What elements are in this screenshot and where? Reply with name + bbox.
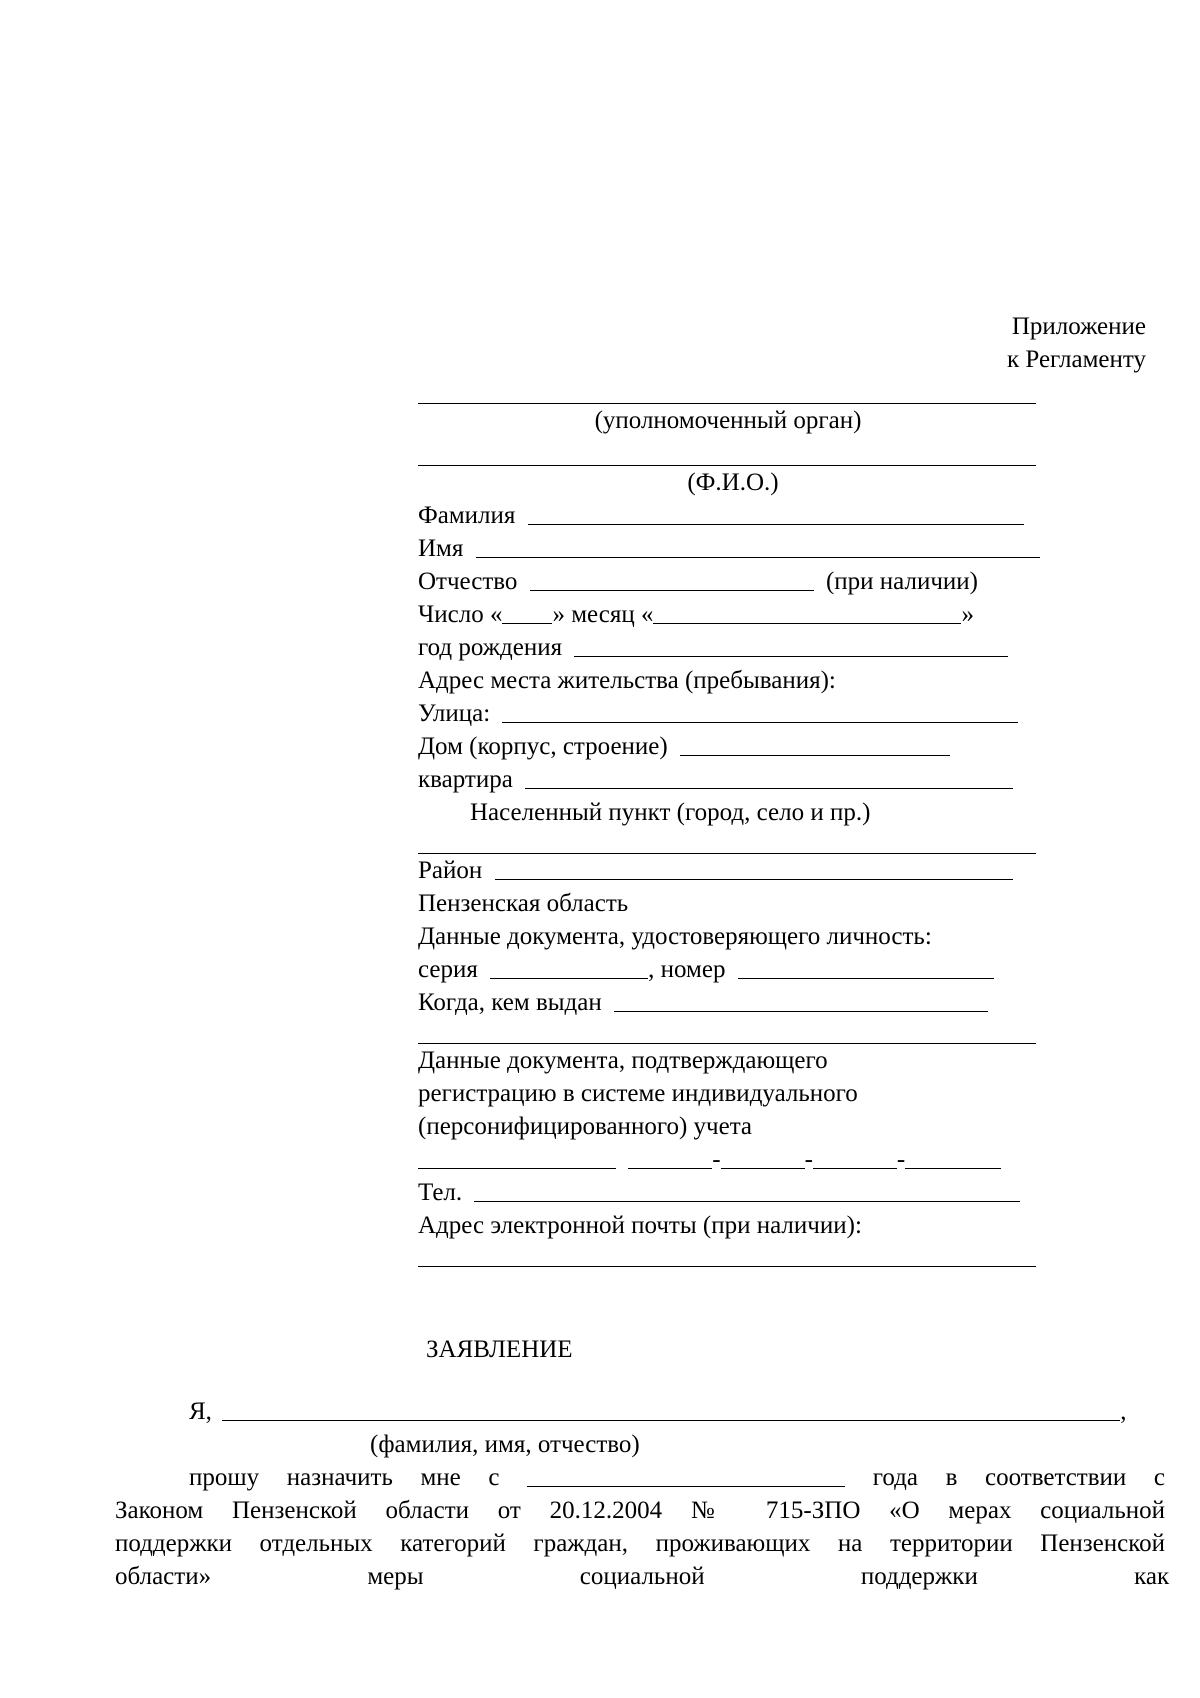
number-field[interactable]: [738, 954, 994, 979]
fio-caption: (Ф.И.О.): [687, 469, 779, 496]
registration-doc-line-2: регистрацию в системе индивидуального: [418, 1080, 858, 1107]
phone-row: [418, 1176, 1038, 1209]
snils-dash-3: -: [896, 1146, 906, 1173]
name-field[interactable]: [476, 533, 1040, 558]
issued-field[interactable]: [614, 987, 988, 1012]
snils-dash-1: -: [712, 1146, 721, 1173]
snils-field-3[interactable]: [721, 1144, 805, 1169]
birth-month-label: » месяц «: [552, 601, 654, 628]
request-row: [115, 1461, 1165, 1494]
apartment-field[interactable]: [525, 764, 1013, 789]
street-field[interactable]: [502, 698, 1018, 723]
issued-row: [418, 986, 1038, 1019]
number-label: , номер: [648, 956, 726, 983]
name-row: [418, 532, 1038, 565]
applicant-details-block: [418, 383, 1038, 1267]
email-label: Адрес электронной почты (при наличии):: [418, 1212, 862, 1239]
apartment-label: квартира: [418, 766, 513, 793]
request-start: прошу назначить мне с: [189, 1464, 500, 1491]
i-comma: ,: [1120, 1398, 1127, 1425]
statement-title: ЗАЯВЛЕНИЕ: [426, 1336, 573, 1363]
issued-label: Когда, кем выдан: [418, 989, 602, 1016]
locality-field-line[interactable]: [418, 829, 1036, 854]
law-line-1: Законом Пензенской области от 20.12.2004 № 715-ЗПО «О мерах социальной: [115, 1497, 1165, 1524]
law-line-2: поддержки отдельных категорий граждан, проживающих на территории Пензенской: [115, 1530, 1165, 1557]
series-number-row: [418, 953, 1038, 986]
snils-field-4[interactable]: [813, 1144, 897, 1169]
id-document-label: Данные документа, удостоверяющего личность:: [418, 923, 932, 950]
district-field[interactable]: [495, 855, 1013, 880]
i-label: Я,: [189, 1398, 212, 1425]
authority-field-line[interactable]: [418, 379, 1036, 404]
birth-year-label: год рождения: [418, 634, 563, 661]
birth-date-row: [418, 598, 1038, 631]
house-field[interactable]: [680, 731, 950, 756]
snils-dash-2: -: [804, 1146, 813, 1173]
patronymic-field[interactable]: [530, 566, 814, 591]
series-field[interactable]: [490, 954, 648, 979]
snils-field-5[interactable]: [905, 1144, 1001, 1169]
district-label: Район: [418, 857, 483, 884]
birth-month-field[interactable]: [653, 599, 961, 624]
street-row: [418, 697, 1038, 730]
start-date-field[interactable]: [527, 1462, 845, 1487]
registration-doc-line-1: Данные документа, подтверждающего: [418, 1047, 828, 1074]
locality-label: Населенный пункт (город, село и пр.): [470, 799, 871, 826]
applicant-name-field[interactable]: [222, 1396, 1120, 1421]
surname-label: Фамилия: [418, 502, 516, 529]
address-label: Адрес места жительства (пребывания):: [418, 667, 836, 694]
surname-row: [418, 499, 1038, 532]
birth-day-field[interactable]: [502, 599, 552, 624]
request-year: года в соответствии с: [872, 1464, 1166, 1491]
appendix-header: [1007, 310, 1146, 376]
phone-label: Тел.: [418, 1179, 463, 1206]
name-label: Имя: [418, 535, 464, 562]
snils-field-2[interactable]: [628, 1144, 712, 1169]
district-row: [418, 854, 1038, 887]
email-field-line[interactable]: [418, 1242, 1036, 1267]
region-text: Пензенская область: [418, 890, 629, 917]
statement-body: [115, 1395, 1170, 1593]
law-line-3: области» меры социальной поддержки как: [115, 1563, 1170, 1590]
birth-year-field[interactable]: [574, 632, 1008, 657]
snils-row: [418, 1143, 1038, 1176]
house-row: [418, 730, 1038, 763]
authority-caption: (уполномоченный орган): [594, 407, 862, 434]
patronymic-row: [418, 565, 1038, 598]
registration-doc-line-3: (персонифицированного) учета: [418, 1113, 753, 1140]
patronymic-label: Отчество: [418, 568, 518, 595]
surname-field[interactable]: [528, 500, 1024, 525]
street-label: Улица:: [418, 700, 491, 727]
regulation-label: к Регламенту: [1006, 346, 1146, 373]
applicant-name-caption: (фамилия, имя, отчество): [370, 1431, 640, 1458]
birth-day-label: Число «: [418, 601, 503, 628]
patronymic-note: (при наличии): [825, 568, 978, 595]
fio-field-line[interactable]: [418, 441, 1036, 466]
birth-year-row: [418, 631, 1038, 664]
birth-month-close: »: [961, 601, 974, 628]
issued-continuation-line[interactable]: [418, 1019, 1036, 1044]
apartment-row: [418, 763, 1038, 796]
snils-field-1[interactable]: [418, 1144, 616, 1169]
appendix-label: Приложение: [1011, 313, 1146, 340]
series-label: серия: [418, 956, 478, 983]
house-label: Дом (корпус, строение): [418, 733, 668, 760]
applicant-name-row: [115, 1395, 1165, 1428]
phone-field[interactable]: [474, 1177, 1020, 1202]
